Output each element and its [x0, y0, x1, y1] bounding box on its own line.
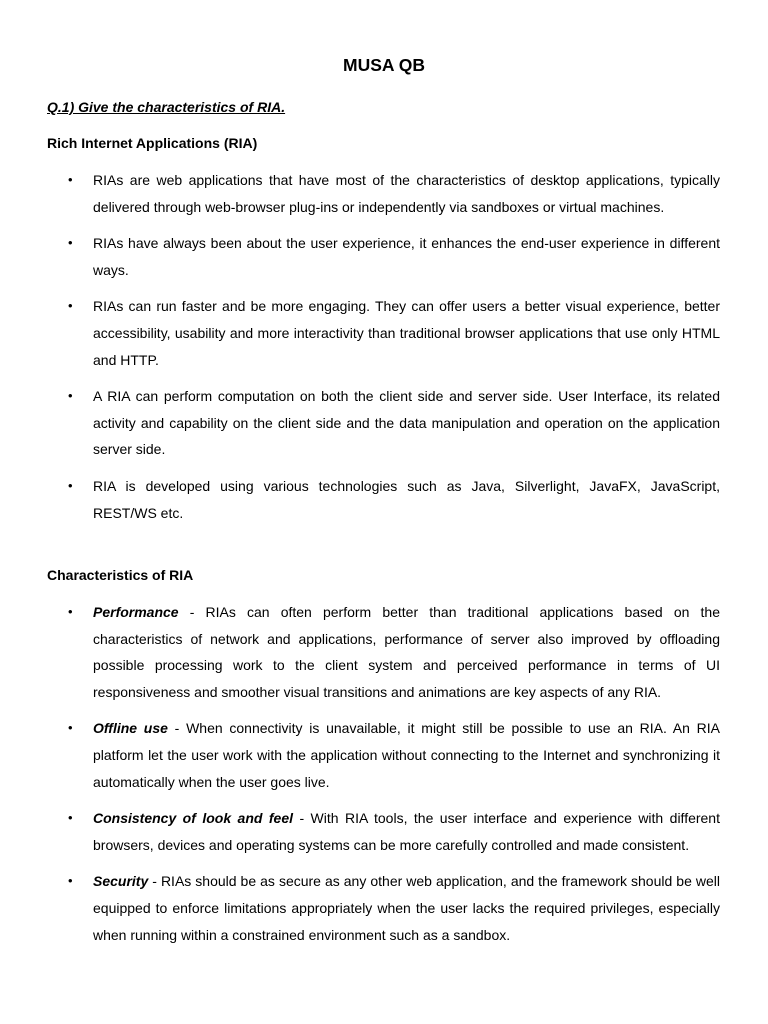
question-heading: Q.1) Give the characteristics of RIA.: [47, 99, 286, 115]
bullet-icon: •: [68, 873, 73, 889]
list-item: [68, 473, 720, 526]
list-item-text: RIA is developed using various technologies such as Java, Silverlight, JavaFX, JavaScript, REST/WS etc.: [93, 477, 720, 521]
list-item: [68, 805, 720, 858]
section-heading-characteristics: Characteristics of RIA: [47, 567, 194, 583]
list-item-text: - RIAs can often perform better than traditional applications based on the characteristics of network and applications, performance of server also improved by offloading possible processing work to the client system and perceived performance in terms of UI responsiveness and smoother visual transitions and animations are key aspects of any RIA.: [93, 604, 720, 700]
bullet-icon: •: [68, 235, 73, 251]
bullet-icon: •: [68, 604, 73, 619]
list-item-text: RIAs have always been about the user experience, it enhances the end-user experience in different ways.: [93, 235, 720, 278]
list-item-text: - When connectivity is unavailable, it might still be possible to use an RIA. An RIA platform let the user work with the application without connecting to the Internet and synchronizing it automatically when the user goes live.: [93, 720, 720, 790]
list-item-text: RIAs can run faster and be more engaging. They can offer users a better visual experience, better accessibility, usability and more interactivity than traditional browser applications that use only HTML and HTTP.: [93, 298, 720, 368]
bullet-icon: •: [68, 810, 73, 826]
term-offline-use: Offline use: [93, 720, 168, 737]
list-item: [68, 599, 720, 705]
bullet-icon: •: [68, 298, 73, 314]
bullet-icon: •: [68, 720, 73, 736]
list-item: [68, 167, 720, 220]
term-performance: Performance: [93, 604, 179, 620]
list-item-text: RIAs are web applications that have most of the characteristics of desktop applications, typically delivered through web-browser plug-ins or independently via sandboxes or virtual machines.: [93, 172, 720, 215]
list-item: [68, 230, 720, 283]
term-consistency: Consistency of look and feel: [93, 810, 294, 827]
list-item-text: - RIAs should be as secure as any other web application, and the framework should be well equipped to enforce limitations appropriately when the user lacks the required privileges, especially when running within a constrained environment such as a sandbox.: [93, 873, 720, 943]
ria-bullet-list: [68, 167, 720, 536]
list-item: [68, 868, 720, 948]
characteristics-bullet-list: [68, 599, 720, 958]
list-item: [68, 383, 720, 463]
page-title: MUSA QB: [343, 55, 425, 75]
list-item-text: A RIA can perform computation on both the client side and server side. User Interface, its related activity and capability on the client side and the data manipulation and operation on the application server side.: [93, 388, 720, 458]
section-heading-ria: Rich Internet Applications (RIA): [47, 135, 258, 151]
bullet-icon: •: [68, 172, 73, 187]
list-item: [68, 293, 720, 373]
list-item: [68, 715, 720, 795]
term-security: Security: [93, 873, 149, 890]
list-item-text: - With RIA tools, the user interface and experience with different browsers, devices and operating systems can be more carefully controlled and made consistent.: [93, 810, 720, 853]
bullet-icon: •: [68, 388, 73, 404]
bullet-icon: •: [68, 477, 73, 493]
